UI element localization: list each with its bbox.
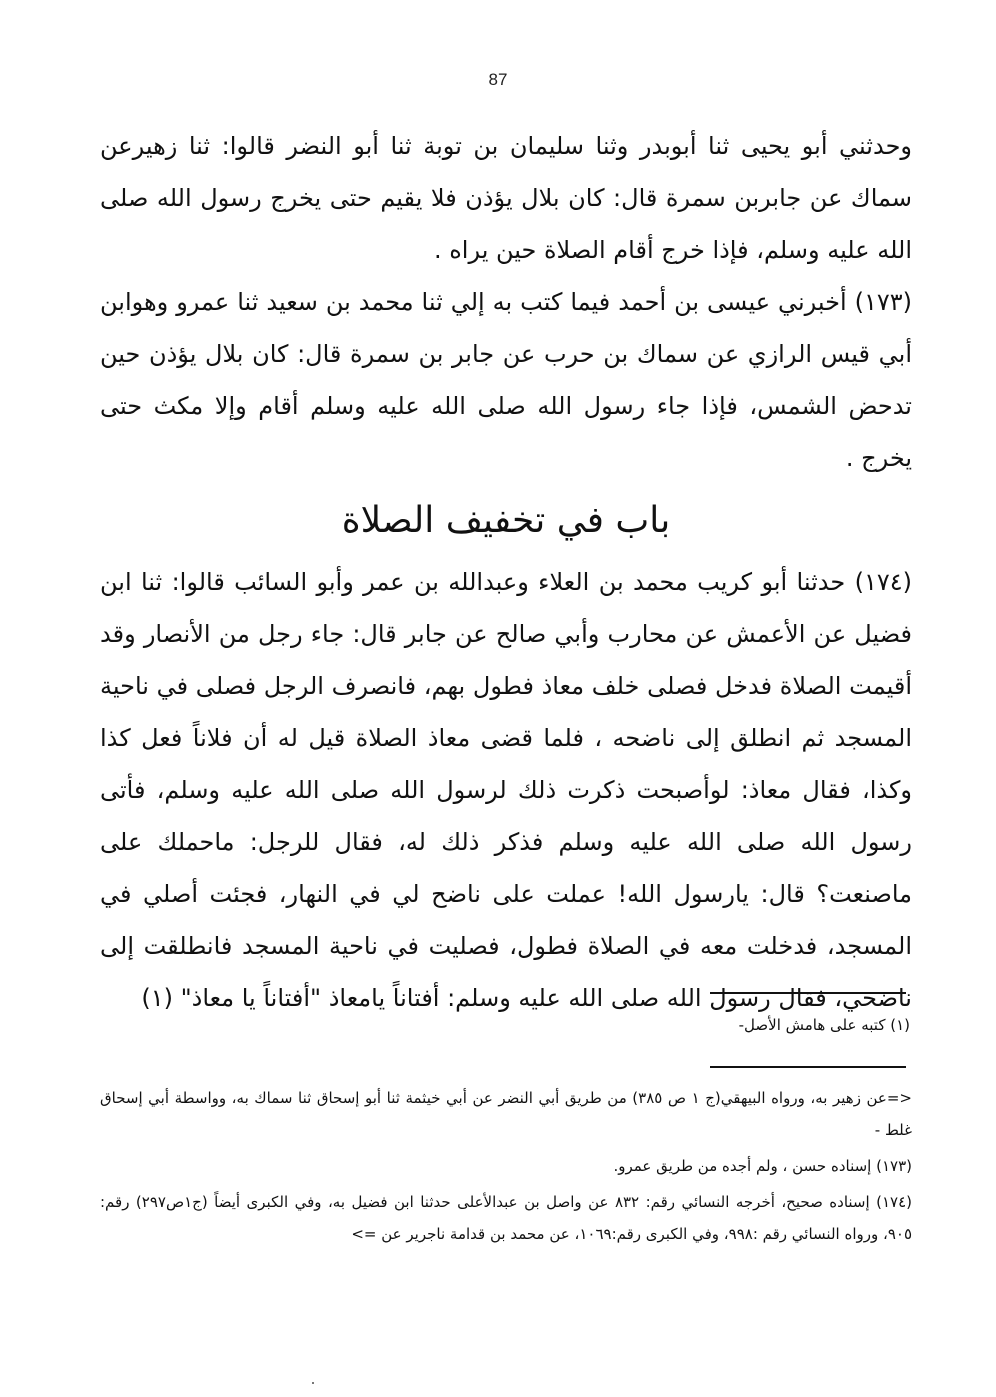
page-number: 87 (488, 70, 508, 89)
chapter-heading: باب في تخفيف الصلاة (341, 500, 671, 541)
footnotes-section (100, 1082, 912, 1254)
hadith-paragraph: (١٧٣) أخبرني عيسى بن أحمد فيما كتب به إلي ثنا محمد بن سعيد ثنا عمرو وهوابن أبي قيس الرازي عن سماك بن حرب عن جابر بن سمرة قال: كان بلال يؤذن حين تدحض الشمس، فإذا جاء رسول الله صلى الله عليه وسلم أقام وإلا مكث حتى يخرج . (100, 288, 912, 472)
footnote: (١٧٤) إسناده صحيح، أخرجه النسائي رقم: ٨٣٢ عن واصل بن عبدالأعلى حدثنا ابن فضيل به، وفي الكبرى أيضاً (ج١ص٢٩٧) رقم: ٩٠٥، ورواه النسائي رقم :٩٩٨، وفي الكبرى رقم:١٠٦٩، عن محمد بن قدامة ناجرير عن => (100, 1193, 912, 1243)
footnote: <=عن زهير به، ورواه البيهقي(ج ١ ص ٣٨٥) من طريق أبي النضر عن أبي خيثمة ثنا أبو إسحاق ثنا سماك به، وواسطة أبي إسحاق غلط - (100, 1089, 912, 1139)
footnote-divider (710, 1066, 906, 1068)
scan-speck (312, 1382, 314, 1384)
main-text (100, 120, 912, 1024)
hadith-paragraph: (١٧٤) حدثنا أبو كريب محمد بن العلاء وعبدالله بن عمر وأبو السائب قالوا: ثنا ابن فضيل عن الأعمش عن محارب وأبي صالح عن جابر قال: جاء رجل من الأنصار وقد أقيمت الصلاة فدخل فصلى خلف معاذ فطول بهم، فانصرف الرجل فصلى في ناحية المسجد ثم انطلق إلى ناضحه ، فلما قضى معاذ الصلاة قيل له أن فلاناً فعل كذا وكذا، فقال معاذ: لوأصبحت ذكرت ذلك لرسول الله صلى الله عليه وسلم، فأتى رسول الله صلى الله عليه وسلم فذكر ذلك له، فقال للرجل: ماحملك على ماصنعت؟ قال: يارسول الله! عملت على ناضح لي في النهار، فجئت أصلي في المسجد، فدخلت معه في الصلاة فطول، فصليت في ناحية المسجد فانطلقت إلى ناضحي، فقال رسول الله صلى الله عليه وسلم: أفتاناً يامعاذ "أفتاناً يا معاذ" (١) (100, 568, 912, 1012)
footnote: (١٧٣) إسناده حسن ، ولم أجده من طريق عمرو. (613, 1157, 912, 1175)
footnote-divider (710, 992, 906, 994)
hadith-paragraph: وحدثني أبو يحيى ثنا أبوبدر وثنا سليمان بن توبة ثنا أبو النضر قالوا: ثنا زهيرعن سماك عن جابربن سمرة قال: كان بلال يؤذن فلا يقيم حتى يخرج رسول الله صلى الله عليه وسلم، فإذا خرج أقام الصلاة حين يراه . (100, 132, 912, 264)
margin-footnote: (١) كتبه على هامش الأصل- (738, 1016, 910, 1034)
